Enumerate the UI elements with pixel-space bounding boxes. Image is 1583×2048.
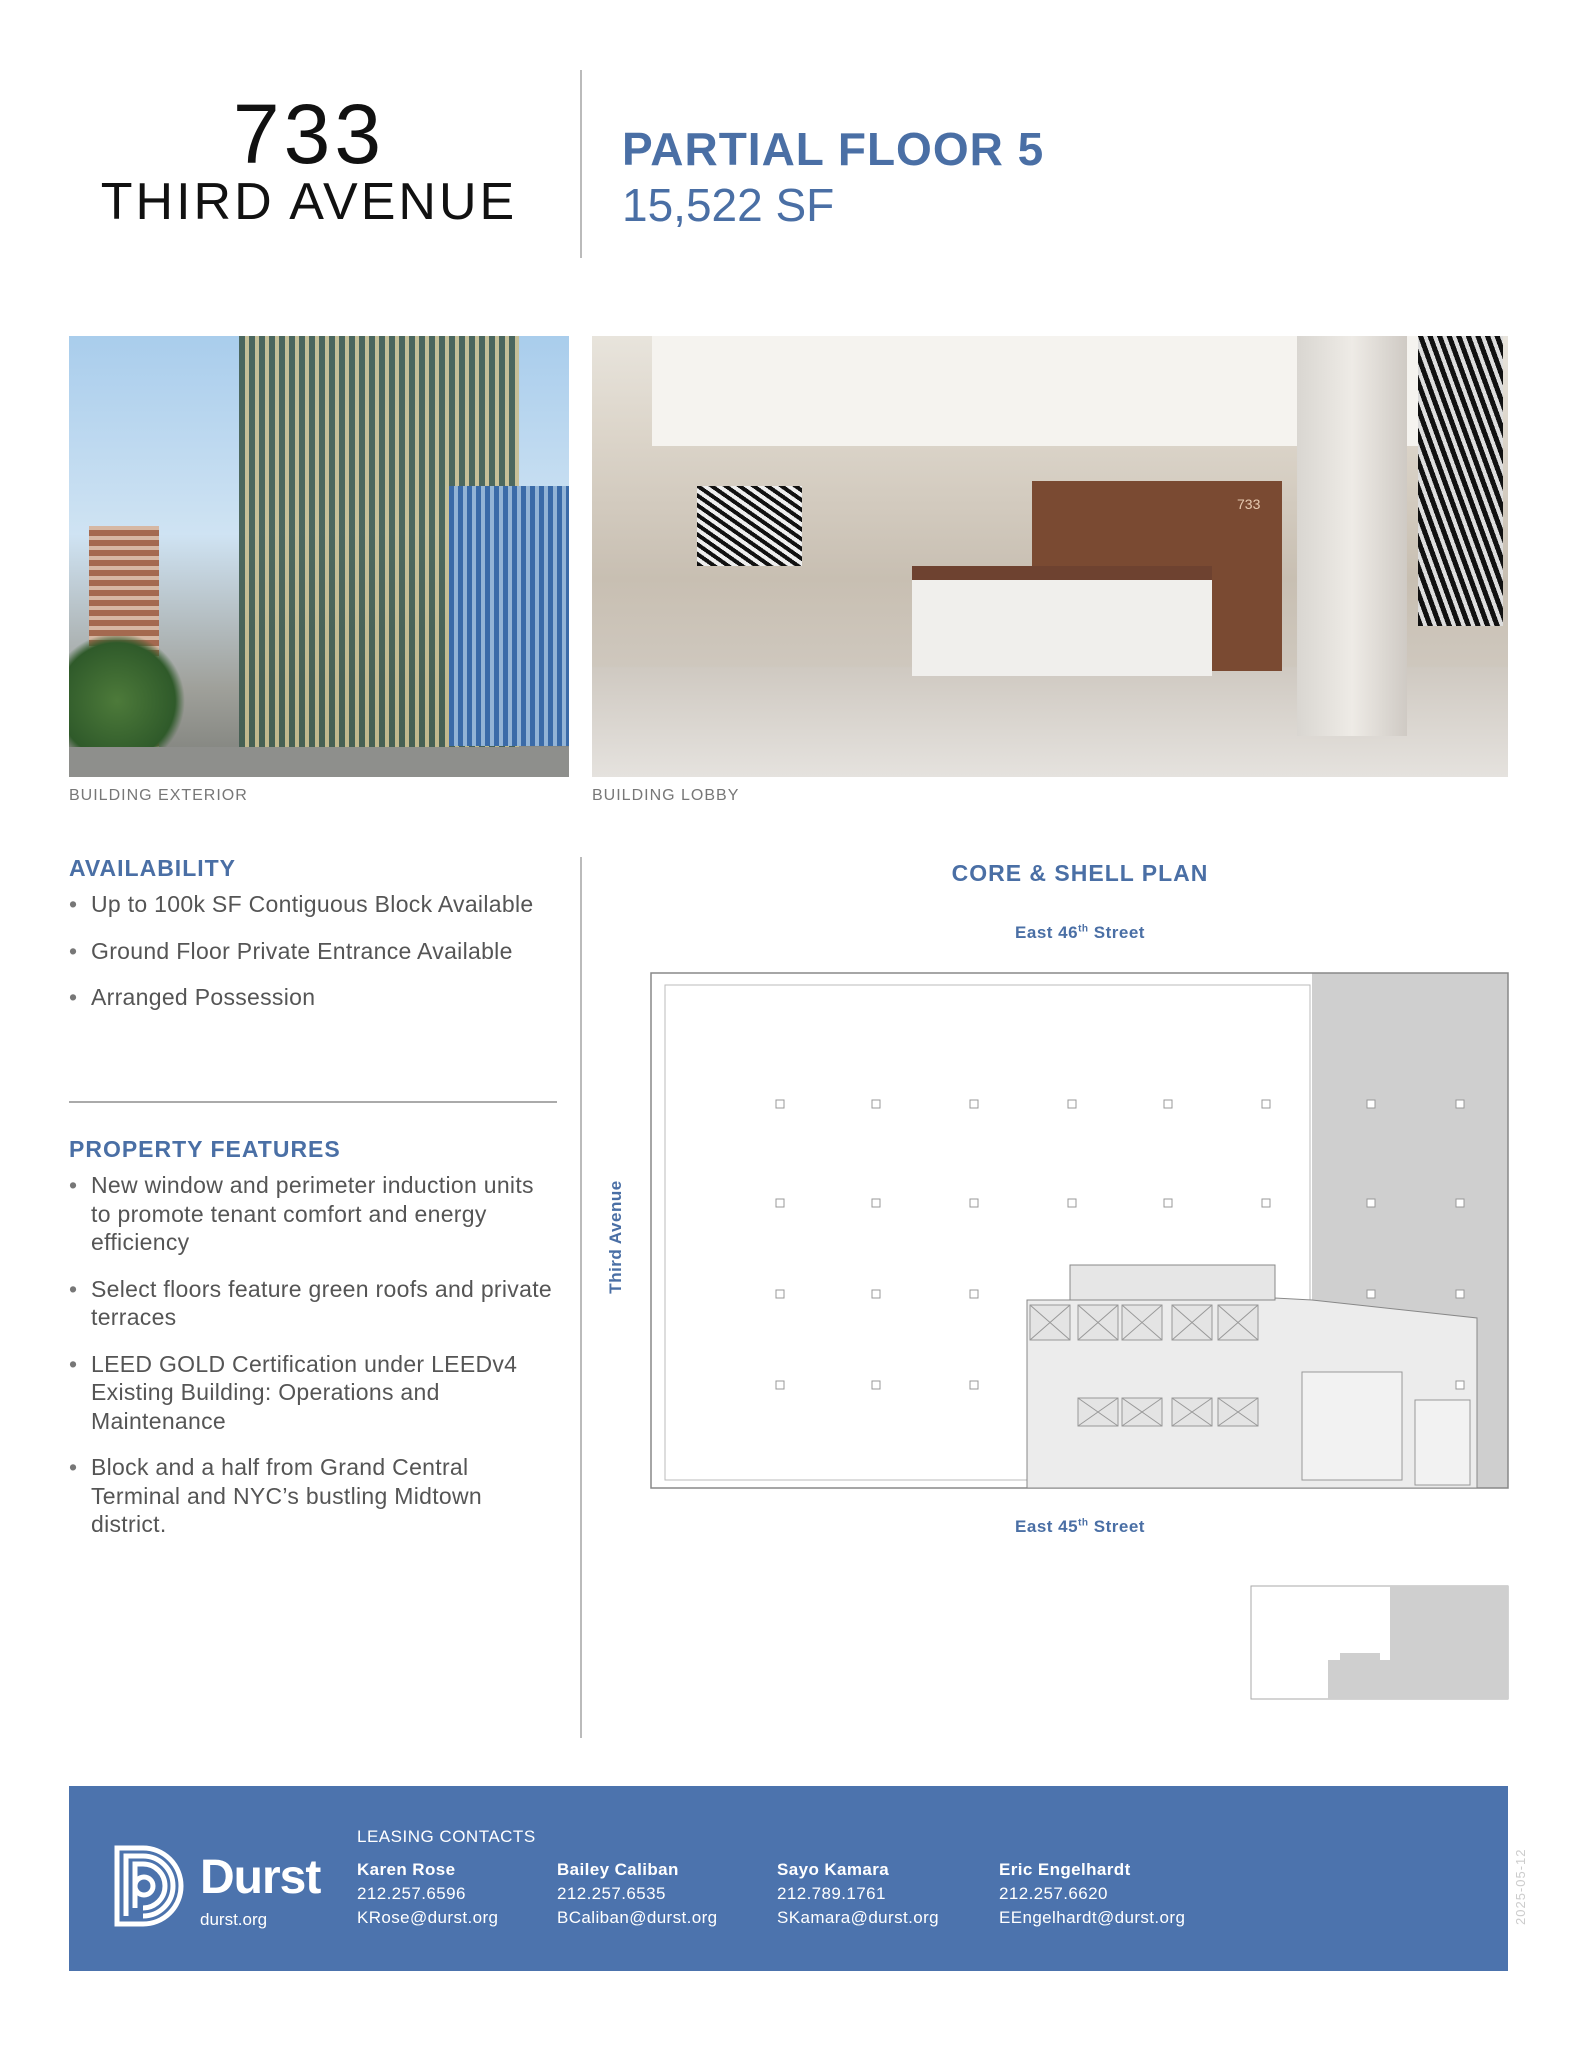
contact-name: Sayo Kamara <box>777 1860 890 1879</box>
features-heading: PROPERTY FEATURES <box>69 1136 341 1162</box>
list-item: • Block and a half from Grand Central Terminal and NYC’s bustling Midtown district. <box>69 1453 559 1539</box>
column-marker <box>1068 1100 1076 1108</box>
contact <box>777 1858 939 1930</box>
lobby-sign: 733 <box>1237 496 1261 512</box>
contact <box>557 1858 718 1930</box>
column-divider <box>580 857 582 1738</box>
list-item: • LEED GOLD Certification under LEEDv4 Existing Building: Operations and Maintenance <box>69 1350 559 1436</box>
section-divider <box>69 1101 557 1103</box>
durst-logo-icon <box>113 1844 193 1929</box>
exterior-caption: BUILDING EXTERIOR <box>69 787 248 804</box>
contact <box>357 1858 498 1930</box>
column-marker <box>1367 1100 1375 1108</box>
contacts-heading: LEASING CONTACTS <box>357 1827 536 1846</box>
building-number: 733 <box>232 87 386 181</box>
features-list <box>69 1171 559 1557</box>
contact <box>999 1858 1185 1930</box>
list-item: • Select floors feature green roofs and private terraces <box>69 1275 559 1332</box>
key-plan <box>1250 1585 1510 1703</box>
south-street-label: East 45th Street <box>1015 1517 1145 1536</box>
column-marker <box>1456 1100 1464 1108</box>
column-marker <box>970 1290 978 1298</box>
column-marker <box>776 1381 784 1389</box>
contact-phone[interactable]: 212.257.6535 <box>557 1884 666 1903</box>
column-marker <box>776 1290 784 1298</box>
column-marker <box>1367 1290 1375 1298</box>
lobby-caption: BUILDING LOBBY <box>592 787 740 804</box>
contact-phone[interactable]: 212.257.6620 <box>999 1884 1108 1903</box>
floor-area: 15,522 SF <box>622 179 835 231</box>
column-marker <box>776 1199 784 1207</box>
contact-email[interactable]: KRose@durst.org <box>357 1908 499 1927</box>
column-marker <box>776 1100 784 1108</box>
contact-name: Bailey Caliban <box>557 1860 679 1879</box>
column-marker <box>1367 1199 1375 1207</box>
contact-email[interactable]: EEngelhardt@durst.org <box>999 1908 1186 1927</box>
contact-email[interactable]: SKamara@durst.org <box>777 1908 940 1927</box>
column-marker <box>1456 1199 1464 1207</box>
list-item: • New window and perimeter induction units to promote tenant comfort and energy efficiency <box>69 1171 559 1257</box>
column-marker <box>1164 1199 1172 1207</box>
contact-email[interactable]: BCaliban@durst.org <box>557 1908 718 1927</box>
list-item: • Arranged Possession <box>69 983 559 1012</box>
contact-name: Eric Engelhardt <box>999 1860 1131 1879</box>
availability-heading: AVAILABILITY <box>69 855 237 881</box>
list-item: • Up to 100k SF Contiguous Block Available <box>69 890 559 919</box>
contact-phone[interactable]: 212.789.1761 <box>777 1884 886 1903</box>
column-marker <box>970 1381 978 1389</box>
date-stamp: 2025-05-12 <box>1513 1848 1528 1925</box>
column-marker <box>1456 1381 1464 1389</box>
column-marker <box>1164 1100 1172 1108</box>
brand-url[interactable]: durst.org <box>200 1910 268 1929</box>
column-marker <box>1262 1199 1270 1207</box>
building-street: THIRD AVENUE <box>100 173 518 231</box>
building-exterior-photo <box>69 336 569 777</box>
column-marker <box>872 1100 880 1108</box>
contact-name: Karen Rose <box>357 1860 456 1879</box>
contact-phone[interactable]: 212.257.6596 <box>357 1884 466 1903</box>
column-marker <box>1456 1290 1464 1298</box>
header-divider <box>580 70 582 258</box>
column-marker <box>872 1199 880 1207</box>
west-street-label: Third Avenue <box>606 1180 625 1294</box>
floor-title: PARTIAL FLOOR 5 <box>622 123 1045 175</box>
column-marker <box>1068 1199 1076 1207</box>
column-marker <box>872 1381 880 1389</box>
column-marker <box>970 1100 978 1108</box>
floor-plan <box>640 965 1515 1495</box>
list-item: • Ground Floor Private Entrance Available <box>69 937 559 966</box>
north-street-label: East 46th Street <box>1015 923 1145 942</box>
restrooms <box>1302 1372 1402 1480</box>
column-marker <box>872 1290 880 1298</box>
availability-list <box>69 890 559 1030</box>
column-marker <box>970 1199 978 1207</box>
brand-name: Durst <box>200 1851 321 1904</box>
footer <box>69 1786 1508 1971</box>
building-lobby-photo <box>592 336 1508 777</box>
stair <box>1415 1400 1470 1485</box>
column-marker <box>1262 1100 1270 1108</box>
plan-title: CORE & SHELL PLAN <box>951 860 1209 886</box>
